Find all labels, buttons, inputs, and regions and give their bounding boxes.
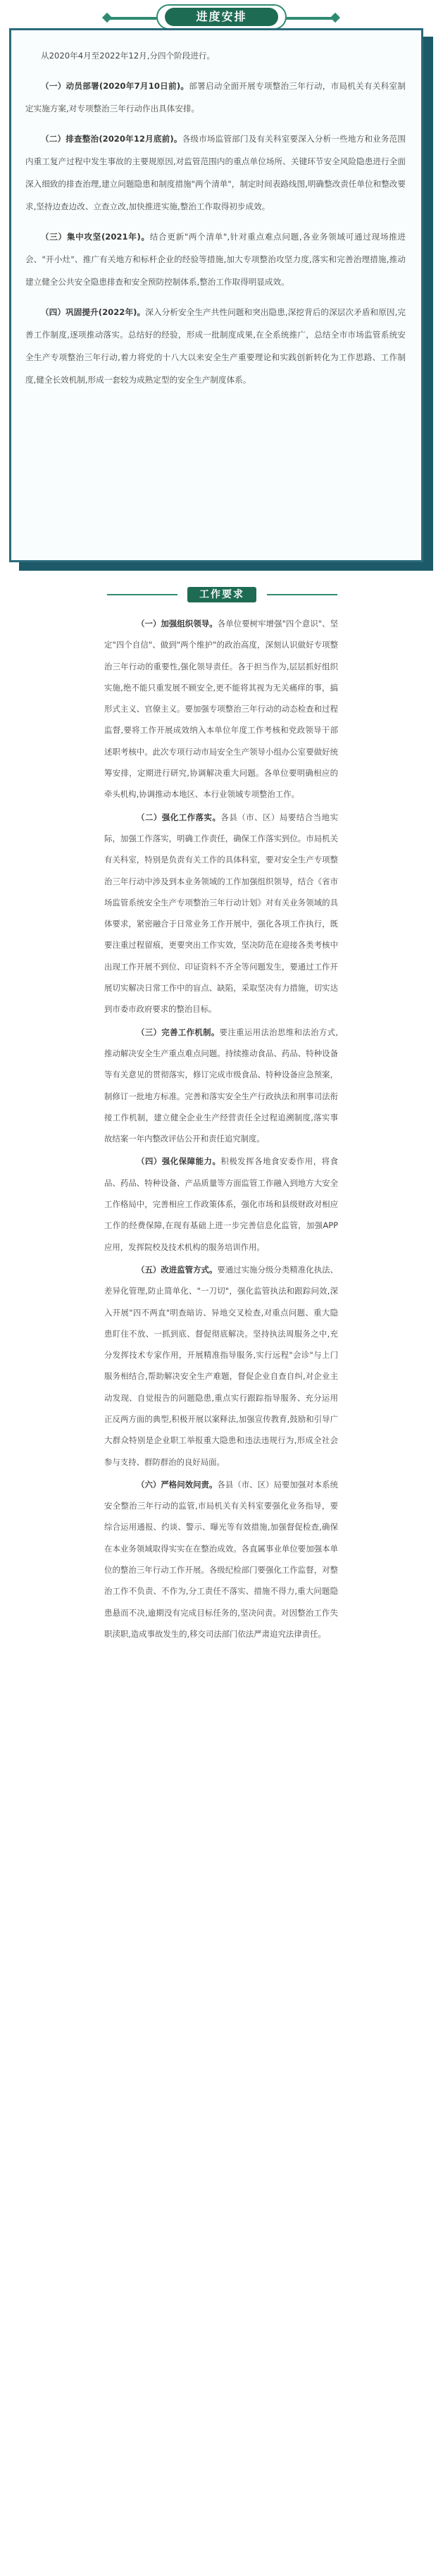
diamond-ornament-icon xyxy=(330,13,340,23)
requirement-text: 积极发挥各地食安委作用，将食品、药品、特种设备、产品质量等方面监管工作融入到地方大安全工作格局中，完善相应工作政策体系，强化市场和县级财政对相应工作的经费保障,在现有基础上进一步完善信息化监管，加强APP应用，发挥院校及技术机构的服务培训作用。 xyxy=(104,1156,338,1252)
schedule-title: 进度安排 xyxy=(165,8,278,26)
requirement-heading: （五）改进监管方式。 xyxy=(137,1264,218,1275)
requirement-text: 各县（市、区）局要加强对本系统安全整治三年行动的监管,市局机关有关科室要强化业务指导，要综合运用通报、约谈、警示、曝光等有效措施,加强督促检查,确保在本业务领域取得实实在在整治成效。各直属事业单位要加强本单位的整治三年行动工作开展。各级纪检部门要强化工作监督，对整治工作不负责、不作为,分工责任不落实、措施不得力,重大问题隐患悬而不决,逾期没有完成目标任务的,坚决问责。对因整治工作失职渎职,造成事故发生的,移交司法部门依法严肃追究法律责任。 xyxy=(104,1479,338,1639)
stage-paragraph xyxy=(25,225,406,293)
stage-heading: （一）动员部署(2020年7月10日前)。 xyxy=(41,81,189,91)
requirement-heading: （二）强化工作落实。 xyxy=(137,812,221,822)
stage-heading: （三）集中攻坚(2021年)。 xyxy=(41,232,150,242)
banner-rule-right xyxy=(280,17,335,20)
schedule-intro: 从2020年4月至2022年12月,分四个阶段进行。 xyxy=(41,51,216,61)
requirement-text: 要通过实施分级分类精准化执法、差异化管理,防止简单化、"一刀切"，强化监管执法和跟踪问效,深入开展"四不两直"明查暗访、异地交叉检查,对重点问题、重大隐患盯住不放、一抓到底、督促彻底解决。坚持执法周服务之中,充分发挥技术专家作用，开展精准指导服务,实行远程"会诊"与上门服务相结合,帮助解决安全生产难题，督促企业自查自纠,对企业主动发现、自觉报告的问题隐患,重点实行跟踪指导服务、充分运用正反两方面的典型,积极开展以案释法,加强宣传教育,鼓励和引导广大群众特别是企业职工举报重大隐患和违法违规行为,形成全社会参与支持、群防群治的良好局面。 xyxy=(104,1264,338,1467)
requirement-text: 要注重运用法治思维和法治方式,推动解决安全生产重点难点问题。持续推动食品、药品、特种设备等有关意见的贯彻落实，修订完成市级食品、特种设备应急预案，制修订一批地方标准。完善和落实安全生产行政执法和刑事司法衔接工作机制，建立健全企业生产经营责任全过程追溯制度,落实事故结案一年内整改评估公开和责任追究制度。 xyxy=(104,1027,338,1144)
banner-rule-right xyxy=(267,594,337,595)
banner-rule-left xyxy=(108,17,163,20)
requirement-paragraph xyxy=(104,1151,338,1257)
requirement-paragraph xyxy=(104,807,338,1020)
requirements-banner xyxy=(0,585,443,606)
requirement-heading: （六）严格问效问责。 xyxy=(137,1479,218,1490)
stage-heading: （四）巩固提升(2022年)。 xyxy=(41,307,146,317)
requirement-heading: （一）加强组织领导。 xyxy=(137,619,218,628)
requirement-paragraph xyxy=(104,1474,338,1645)
requirement-heading: （三）完善工作机制。 xyxy=(137,1027,220,1037)
banner-rule-left xyxy=(107,594,177,595)
stage-text: 深入分析安全生产共性问题和突出隐患,深挖背后的深层次矛盾和原因,完善工作制度,逐项推动落实。总结好的经验，形成一批制度成果,在全系统推广，总结全市市场监管系统安全生产专项整治三年行动,着力将党的十八大以来安全生产重要理论和实践创新转化为工作思路、工作制度,健全长效机制,形成一套较为成熟定型的安全生产制度体系。 xyxy=(25,307,406,385)
schedule-content xyxy=(25,44,406,399)
stage-text: 各级市场监管部门及有关科室要深入分析一些地方和业务范围内重工复产过程中发生事故的主要规原因,对监管范围内的重点单位场所、关键环节安全风险隐患进行全面深入细致的排查治理,建立问题隐患和制度措施"两个清单"，制定时间表路线图,明确整改责任单位和整改要求,坚持边查边改、立查立改,加快推进实施,整治工作取得初步成效。 xyxy=(25,134,406,211)
stage-paragraph xyxy=(25,128,406,218)
requirement-paragraph xyxy=(104,613,338,805)
requirement-text: 各县（市、区）局要结合当地实际，加强工作落实，明确工作责任，确保工作落实到位。市局机关有关科室，特别是负责有关工作的具体科室，要对安全生产专项整治三年行动中涉及到本业务领域的工作加强组织领导，结合《省市场监管系统安全生产专项整治三年行动计划》对有关业务领域的具体要求，紧密融合于日常业务工作开展中，强化各项工作执行，既要注重过程留痕，更要突出工作实效，坚决防范在迎接各类考核中出现工作开展不到位、印证资料不齐全等问题发生，要通过工作开展切实解决日常工作中的盲点、缺陷，采取坚决有力措施，切实达到市委市政府要求的整治目标。 xyxy=(104,812,338,1015)
stage-text: 结合更新"两个清单",针对重点难点问题,各业务领域可通过现场推进会、"开小灶"、推广有关地方和标杆企业的经验等措施,加大专项整治攻坚力度,落实和完善治理措施,推动建立健全公共安全隐患排查和安全预防控制体系,整治工作取得明显成效。 xyxy=(25,232,406,287)
schedule-frame xyxy=(9,28,423,562)
requirement-heading: （四）强化保障能力。 xyxy=(137,1156,221,1167)
requirement-paragraph xyxy=(104,1259,338,1473)
stage-paragraph xyxy=(25,301,406,391)
requirements-title: 工作要求 xyxy=(187,587,256,602)
stage-text: 部署启动全面开展专项整治三年行动，市局机关有关科室制定实施方案,对专项整治三年行动作出具体安排。 xyxy=(25,81,406,113)
requirements-content xyxy=(104,613,338,1646)
requirement-text: 各单位要树牢增强"四个意识"、坚定"四个自信"、做到"两个维护"的政治高度，深刻认识做好专项整治三年行动的重要性,强化领导责任。各于担当作为,层层抓好组织实施,绝不能只重发展不顾安全,更不能将其视为无关痛痒的事，搞形式主义、官僚主义。要加强专项整治三年行动的动态检查和过程监督,要将工作开展成效纳入本单位年度工作考核和党政领导干部述职考核中。此次专项行动市局安全生产领导小组办公室要做好统筹安排，定期进行研究,协调解决重大问题。各单位要明确相应的牵头机构,协调推动本地区、本行业领域专项整治工作。 xyxy=(104,619,338,800)
stage-heading: （二）排查整治(2020年12月底前)。 xyxy=(41,134,182,144)
stage-paragraph xyxy=(25,75,406,120)
diamond-ornament-icon xyxy=(102,13,112,23)
requirement-paragraph xyxy=(104,1022,338,1150)
